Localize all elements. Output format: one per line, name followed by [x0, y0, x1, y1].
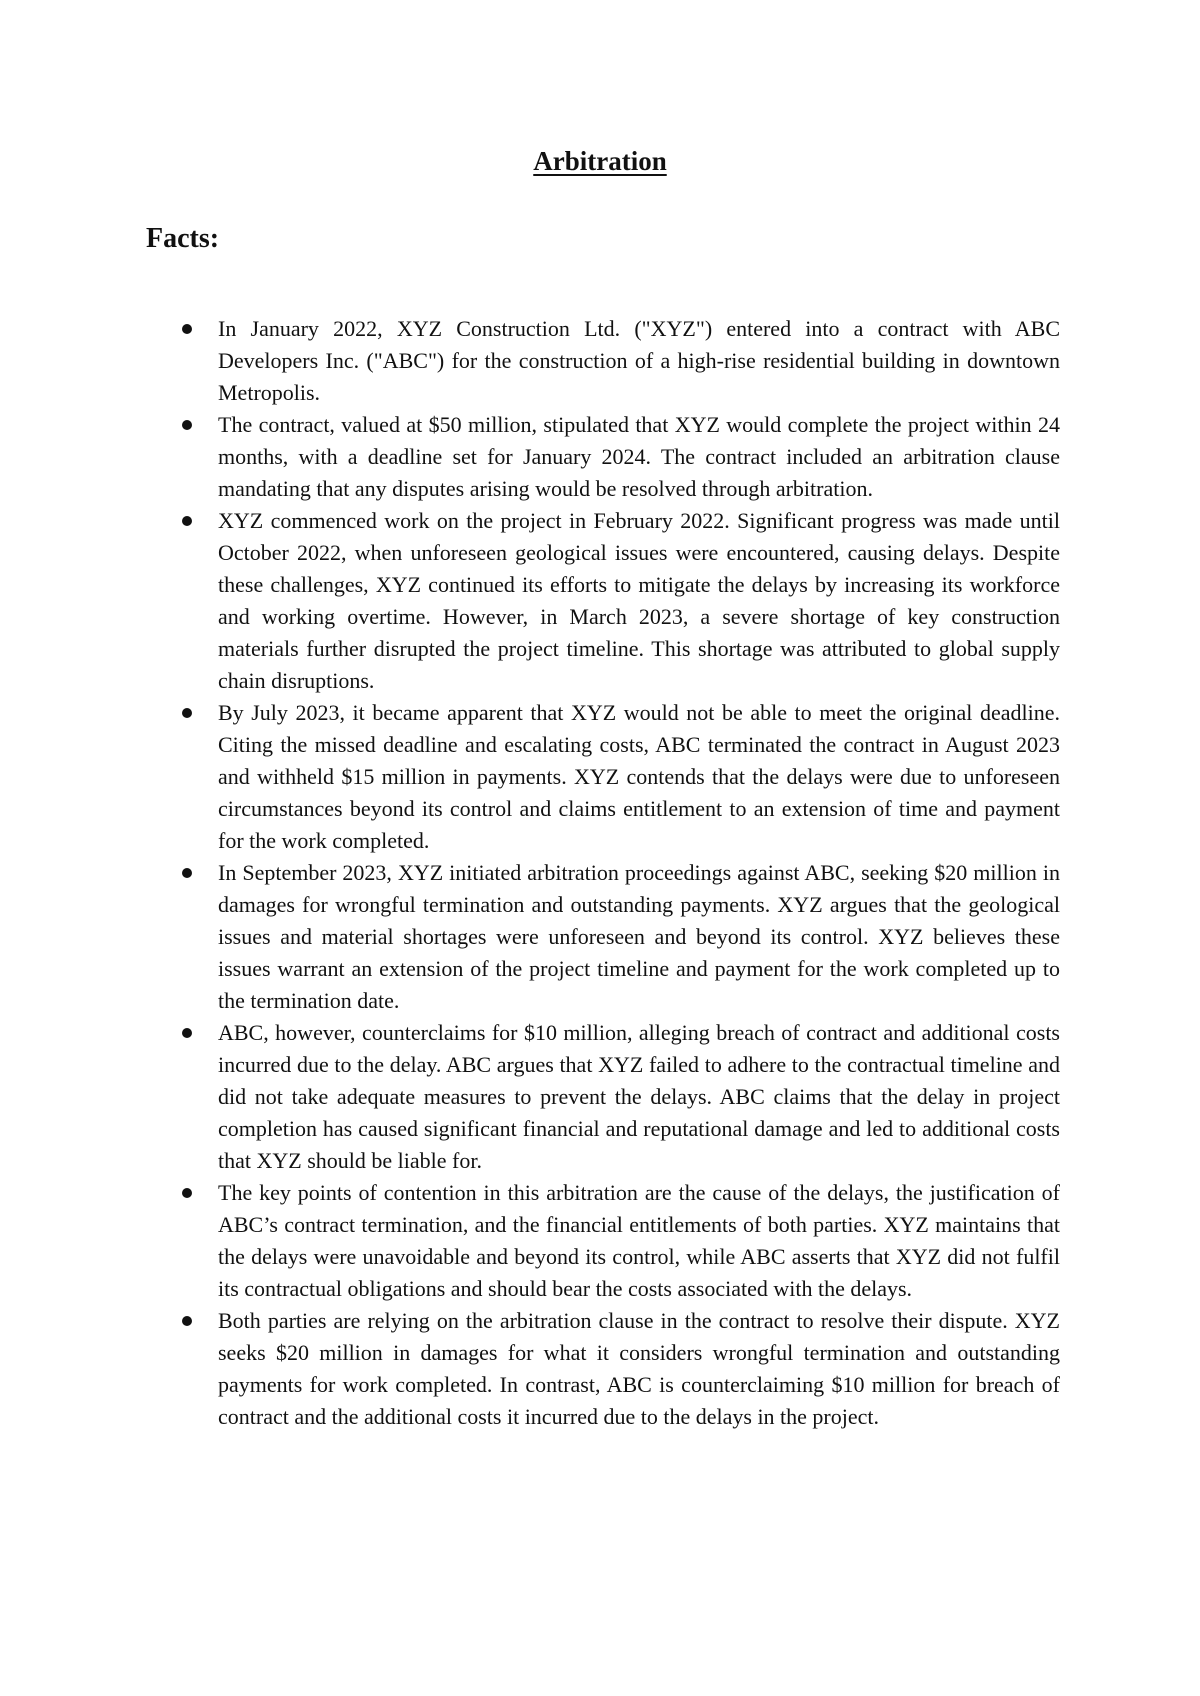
bullet-icon	[182, 1028, 192, 1038]
bullet-icon	[182, 708, 192, 718]
bullet-icon	[182, 420, 192, 430]
fact-text: By July 2023, it became apparent that XYZ would not be able to meet the original deadline. Citing the missed deadline and escalating costs, ABC terminated the contract in August 2023 and withheld $15 million in payments. XYZ contends that the delays were due to unforeseen circumstances beyond its control and claims entitlement to an extension of time and payment for the work completed.	[218, 700, 1060, 853]
bullet-icon	[182, 324, 192, 334]
facts-list	[218, 313, 1060, 1433]
fact-item-6	[218, 1017, 1060, 1177]
fact-text: The key points of contention in this arbitration are the cause of the delays, the justification of ABC’s contract termination, and the financial entitlements of both parties. XYZ maintains that the delays were unavoidable and beyond its control, while ABC asserts that XYZ did not fulfil its contractual obligations and should bear the costs associated with the delays.	[218, 1180, 1060, 1301]
fact-text: ABC, however, counterclaims for $10 million, alleging breach of contract and additional costs incurred due to the delay. ABC argues that XYZ failed to adhere to the contractual timeline and did not take adequate measures to prevent the delays. ABC claims that the delay in project completion has caused significant financial and reputational damage and led to additional costs that XYZ should be liable for.	[218, 1020, 1060, 1173]
fact-item-8	[218, 1305, 1060, 1433]
bullet-icon	[182, 1188, 192, 1198]
document-title: Arbitration	[533, 146, 667, 176]
fact-item-2	[218, 409, 1060, 505]
fact-item-5	[218, 857, 1060, 1017]
fact-item-3	[218, 505, 1060, 697]
fact-text: XYZ commenced work on the project in February 2022. Significant progress was made until October 2022, when unforeseen geological issues were encountered, causing delays. Despite these challenges, XYZ continued its efforts to mitigate the delays by increasing its workforce and working overtime. However, in March 2023, a severe shortage of key construction materials further disrupted the project timeline. This shortage was attributed to global supply chain disruptions.	[218, 508, 1060, 693]
fact-text: In January 2022, XYZ Construction Ltd. ("XYZ") entered into a contract with ABC Developers Inc. ("ABC") for the construction of a high-rise residential building in downtown Metropolis.	[218, 316, 1060, 405]
fact-text: Both parties are relying on the arbitration clause in the contract to resolve their dispute. XYZ seeks $20 million in damages for what it considers wrongful termination and outstanding payments for work completed. In contrast, ABC is counterclaiming $10 million for breach of contract and the additional costs it incurred due to the delays in the project.	[218, 1308, 1060, 1429]
fact-item-4	[218, 697, 1060, 857]
section-heading-facts: Facts:	[146, 223, 220, 254]
bullet-icon	[182, 868, 192, 878]
fact-text: In September 2023, XYZ initiated arbitration proceedings against ABC, seeking $20 million in damages for wrongful termination and outstanding payments. XYZ argues that the geological issues and material shortages were unforeseen and beyond its control. XYZ believes these issues warrant an extension of the project timeline and payment for the work completed up to the termination date.	[218, 860, 1060, 1013]
fact-item-7	[218, 1177, 1060, 1305]
fact-text: The contract, valued at $50 million, stipulated that XYZ would complete the project within 24 months, with a deadline set for January 2024. The contract included an arbitration clause mandating that any disputes arising would be resolved through arbitration.	[218, 412, 1060, 501]
bullet-icon	[182, 516, 192, 526]
bullet-icon	[182, 1316, 192, 1326]
fact-item-1	[218, 313, 1060, 409]
